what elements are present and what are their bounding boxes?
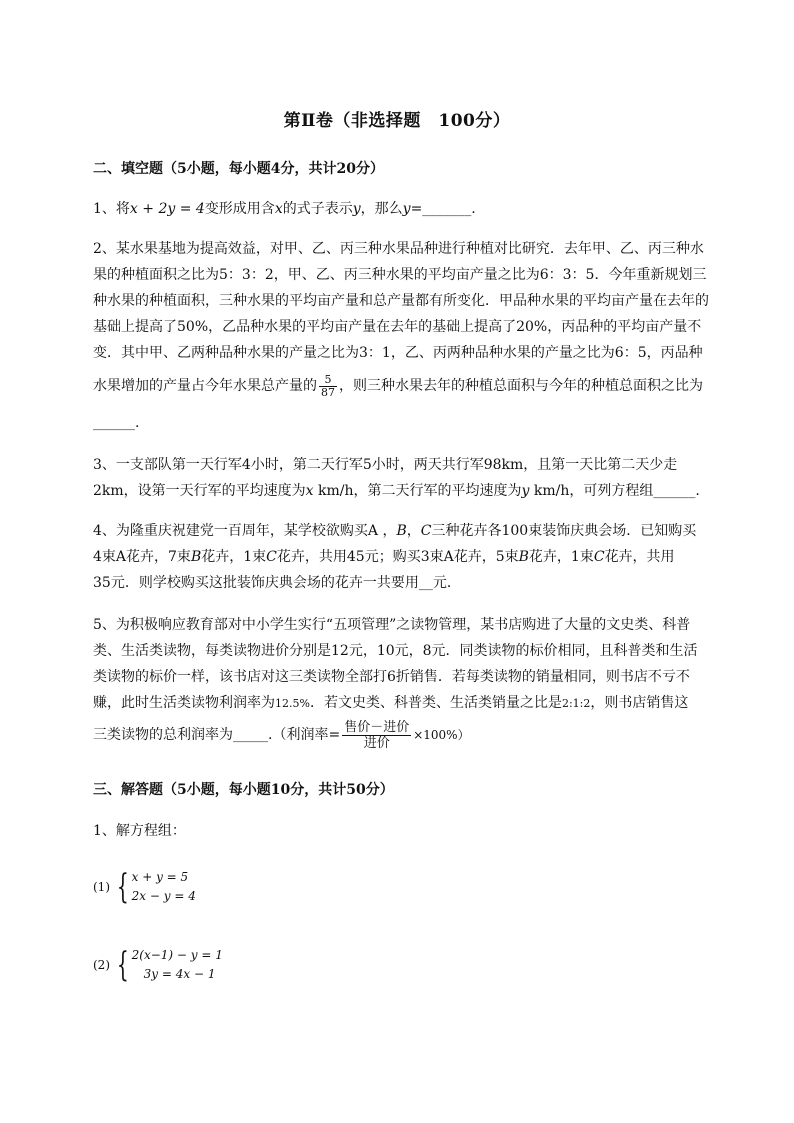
equation-system-1 [93, 868, 196, 906]
q2-line1: 2、某水果基地为提高效益，对甲、乙、丙三种水果品种进行种植对比研究．去年甲、乙、丙三种水 [93, 241, 704, 257]
s3-q1-label: 1、解方程组： [93, 823, 186, 839]
equation-system-2 [93, 946, 223, 984]
question-2-1 [93, 196, 749, 222]
q1-middle2: 的式子表示 [282, 201, 353, 217]
sys1-eq2: 2x − y = 4 [131, 889, 196, 903]
q3-var-y: y [521, 483, 530, 499]
question-2-5 [93, 612, 749, 753]
q4-line1-c: 三种花卉各100束装饰庆典会场．已知购买 [431, 523, 697, 539]
q4-line2 [93, 544, 749, 570]
q2-line3: 种水果的种植面积，三种水果的平均亩产量和总产量都有所变化．甲品种水果的平均亩产量在去年的 [93, 293, 709, 309]
section-heading-fill-in: 二、填空题（5小题，每小题4分，共计20分） [93, 161, 384, 177]
q5-line4-a: 赚，此时生活类读物利润率为 [93, 695, 275, 711]
q2-line6-post: ，则三种水果去年的种植总面积与今年的种植总面积之比为 [339, 378, 703, 394]
sys2-eq2: 3y = 4x − 1 [143, 967, 216, 981]
q5-line2: 类、生活类读物，每类读物进价分别是12元，10元，8元．同类读物的标价相同，且科普类和生活 [93, 643, 698, 659]
q4-var-c-3: C [593, 549, 605, 565]
q2-line2: 果的种植面积之比为5：3：2，甲、乙、丙三种水果的平均亩产量之比为6：3：5．今年重新规划三 [93, 267, 707, 283]
q4-line2-e: 花卉，共用 [604, 549, 675, 565]
q2-line7: ______. [93, 415, 140, 431]
q1-middle3: ，那么 [360, 201, 403, 217]
q4-line2-c: 花卉，共用45元；购买3束A花卉，5束 [276, 549, 519, 565]
q4-var-b-2: B [190, 549, 202, 565]
q3-line2-a: 2km，设第一天行军的平均速度为 [93, 483, 306, 499]
q5-line3: 类读物的标价一样，该书店对这三类读物全部打6折销售．若每类读物的销量相同，则书店不亏不 [93, 669, 690, 685]
sys1-label: (1) [93, 880, 110, 894]
sys2-label: (2) [93, 958, 110, 972]
question-3-1 [93, 818, 749, 844]
q5-line4 [93, 690, 749, 717]
q1-var-y: y [352, 201, 361, 217]
q2-line6 [93, 366, 749, 406]
q4-line1-a: 4、为隆重庆祝建党一百周年，某学校欲购买A ， [93, 523, 397, 539]
sys1-eq1: x + y = 5 [131, 870, 189, 884]
q5-rate: 12.5% [275, 697, 310, 710]
q3-line2 [93, 478, 749, 504]
q2-line5: 变．其中甲、乙两种品种水果的产量之比为3：1，乙、丙两种品种水果的产量之比为6：5，丙品种 [93, 345, 703, 361]
q4-var-b: B [396, 523, 407, 539]
sys2-eq1: 2(x−1) − y = 1 [131, 948, 223, 962]
q4-line2-a: 4束A花卉，7束 [93, 549, 191, 565]
q3-var-x: x [305, 483, 314, 499]
question-2-2 [93, 236, 749, 436]
q5-line5 [93, 717, 749, 753]
q3-line2-c: km/h，可列方程组______. [529, 483, 700, 499]
q5-line1: 5、为积极响应教育部对中小学生实行“五项管理”之读物管理，某书店购进了大量的文史类、科普 [93, 617, 691, 633]
q2-frac-den: 87 [321, 385, 335, 399]
q1-equation: x + 2y = 4 [129, 201, 205, 217]
q4-var-b-3: B [518, 549, 529, 565]
q1-prefix: 1、将 [93, 201, 130, 217]
sys2-brace-icon: { [116, 945, 129, 985]
q5-line4-c: ，则书店销售这 [590, 695, 689, 711]
q4-var-c: C [420, 523, 432, 539]
q5-ratio: 2:1:2 [561, 697, 591, 710]
sys1-equations [132, 868, 196, 906]
q5-line4-b: ．若文史类、科普类、生活类销量之比是 [309, 695, 562, 711]
q2-line6-pre: 水果增加的产量占今年水果总产量的 [93, 378, 317, 394]
q5-frac-den: 进价 [363, 735, 390, 751]
q2-line4: 基础上提高了50%，乙品种水果的平均亩产量在去年的基础上提高了20%，丙品种的平均亩产量不 [93, 319, 702, 335]
q4-var-c-2: C [266, 549, 277, 565]
question-2-4 [93, 518, 749, 596]
q1-var-x: x [274, 201, 283, 217]
q4-line1 [93, 518, 749, 544]
q3-line2-b: km/h，第二天行军的平均速度为 [313, 483, 522, 499]
q4-line2-d: 花卉，1束 [528, 549, 594, 565]
question-2-3 [93, 452, 749, 504]
q5-fraction [342, 720, 411, 751]
q5-frac-num: 售价－进价 [344, 719, 410, 735]
q4-line3: 35元．则学校购买这批装饰庆典会场的花卉一共要用__元． [93, 575, 461, 591]
q1-middle1: 变形成用含 [204, 201, 275, 217]
q2-frac-num: 5 [319, 374, 337, 387]
q3-line1: 3、一支部队第一天行军4小时，第二天行军5小时，两天共行军98km，且第一天比第二天少走 [93, 457, 678, 473]
sys1-brace-icon: { [116, 867, 129, 907]
section-heading-answers: 三、解答题（5小题，每小题10分，共计50分） [93, 782, 394, 798]
sys2-equations [132, 946, 223, 984]
q1-var-y2: y [402, 201, 411, 217]
q5-line5-b: ×100%） [413, 728, 470, 742]
page-title: 第Ⅱ卷（非选择题 100分） [283, 111, 511, 131]
q2-fraction [319, 374, 337, 399]
q4-line2-b: 花卉，1束 [201, 549, 267, 565]
q5-line5-a: 三类读物的总利润率为_____.（利润率= [93, 727, 341, 743]
q4-line1-b: ， [406, 523, 421, 539]
q1-suffix: =_______. [410, 201, 476, 217]
